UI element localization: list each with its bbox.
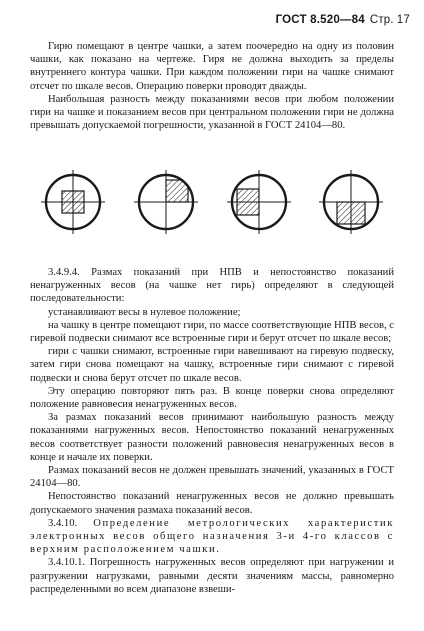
- paragraph-remove-weights: гири с чашки снимают, встроенные гири навешивают на гиревую подвеску, затем гири снова помещают на чашку, встроенные гири снимают с гиревой подвески и снова берут отсчет по шкале весов.: [30, 346, 394, 384]
- paragraph-3-4-10-1: 3.4.10.1. Погрешность нагруженных весов определяют при нагружении и разгружении нагрузками, равными десяти значениям массы, равномерно распределенными во всем диапазоне взвеши-: [30, 557, 394, 595]
- paragraph-3-4-9-4: 3.4.9.4. Размах показаний при НПВ и непостоянство показаний ненагруженных весов (на чашке нет гирь) определяют в следующей последовательности:: [30, 267, 394, 305]
- page-number: 17: [396, 14, 410, 26]
- main-text: [30, 266, 394, 596]
- paragraph-zero-position: устанавливают весы в нулевое положение;: [48, 306, 241, 318]
- pan-position-figures: [30, 164, 394, 240]
- pan-diagrams-svg: [30, 164, 394, 240]
- intro-text: [30, 40, 394, 132]
- paragraph-range-limit: Размах показаний весов не должен превышать значений, указанных в ГОСТ 24104—80.: [30, 465, 394, 490]
- pan-figure-half-2: [227, 170, 291, 234]
- pan-figure-half-1: [134, 170, 198, 234]
- paragraph-repeat-five: Эту операцию повторяют пять раз. В конце поверки снова определяют положение равновесия ненагруженных весов.: [30, 385, 394, 411]
- standard-code: ГОСТ 8.520—84: [275, 14, 365, 26]
- section-title: Определение метрологических характеристик электронных весов общего назначения 3-и 4-го классов с верхним расположением чашки.: [30, 517, 394, 556]
- page-header: [276, 14, 410, 26]
- paragraph-load-weights: на чашку в центре помещают гири, по массе соответствующие НПВ весов, с гиревой подвески снимают все встроенные гири и берут отсчет по шкале весов;: [30, 319, 394, 345]
- pan-figure-half-3: [319, 170, 383, 234]
- section-number: 3.4.10.: [48, 517, 78, 529]
- paragraph-range-definition: За размах показаний весов принимают наибольшую разность между показаниями нагруженных весов. Непостоянство показаний ненагруженных весов соответствует разности положений равновесия ненагруженных весов в конце и начале их поверки.: [30, 412, 394, 463]
- section-3-4-10-heading: [30, 517, 394, 557]
- paragraph-max-difference: Наибольшая разность между показаниями весов при любом положении гири на чашке и показанием весов при центральном положении гири не должна превышать допускаемой погрешности, указанной в ГОСТ 24104—80.: [30, 93, 394, 132]
- page-label: Стр.: [369, 14, 394, 26]
- paragraph-instability-limit: Непостоянство показаний ненагруженных весов не должно превышать допускаемого значения размаха показаний весов.: [30, 491, 394, 516]
- paragraph-weight-placement: Гирю помещают в центре чашки, а затем поочередно на одну из половин чашки, как показано на чертеже. Гиря не должна выходить за пределы внутреннего контура чашки. При каждом положении гири на чашке снимают отсчет по шкале весов. Операцию поверки проводят дважды.: [30, 41, 394, 92]
- pan-figure-center: [41, 170, 105, 234]
